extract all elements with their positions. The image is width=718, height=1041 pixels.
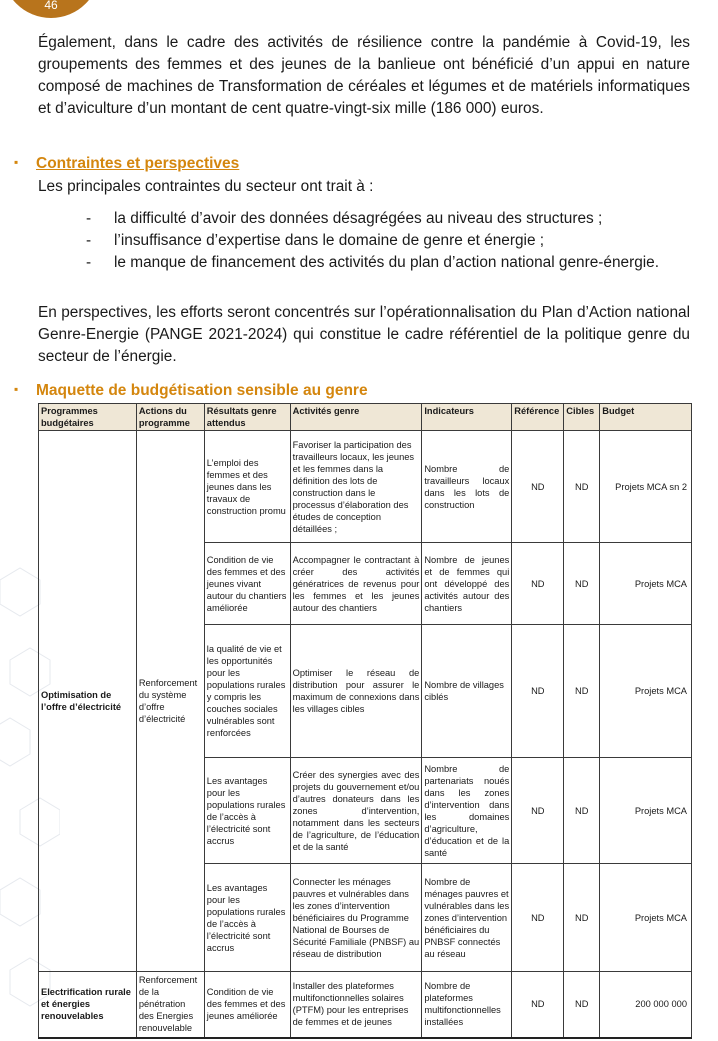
cell-action: Renforcement du système d’offre d’électricité <box>136 431 204 972</box>
list-item <box>86 208 690 230</box>
cell-cibles: ND <box>564 972 600 1038</box>
cell-indicateur: Nombre de partenariats noués dans les zones d’intervention dans les domaines d’agriculture, d’éducation et de la santé <box>422 758 512 864</box>
table-row <box>39 431 692 543</box>
square-bullet-icon: ▪ <box>14 155 19 169</box>
list-item-text: le manque de financement des activités du plan d’action national genre-énergie. <box>114 254 660 271</box>
cell-indicateur: Nombre de plateformes multifonctionnelles installées <box>422 972 512 1038</box>
table-row <box>39 972 692 1038</box>
dash-bullet: - <box>86 254 92 271</box>
cell-activite: Connecter les ménages pauvres et vulnérables dans les zones d’intervention bénéficiaires du Programme National de Bourses de Sécurité Familiale (PNBSF) au réseau de distribution <box>290 864 422 972</box>
header-budget: Budget <box>600 404 692 431</box>
constraints-intro: Les principales contraintes du secteur ont trait à : <box>38 178 374 195</box>
cell-budget: Projets MCA <box>600 543 692 625</box>
list-item <box>86 252 690 274</box>
cell-programme: Electrification rurale et énergies renouvelables <box>39 972 137 1038</box>
cell-reference: ND <box>512 431 564 543</box>
cell-programme: Optimisation de l’offre d’électricité <box>39 431 137 972</box>
section-title-constraints <box>14 155 239 173</box>
cell-cibles: ND <box>564 864 600 972</box>
budget-table <box>38 403 692 1039</box>
cell-activite: Installer des plateformes multifonctionnelles solaires (PTFM) pour les entreprises de femmes et de jeunes <box>290 972 422 1038</box>
cell-cibles: ND <box>564 543 600 625</box>
section-title-text: Maquette de budgétisation sensible au genre <box>36 382 368 399</box>
header-resultats: Résultats genre attendus <box>204 404 290 431</box>
cell-indicateur: Nombre de villages ciblés <box>422 625 512 758</box>
cell-indicateur: Nombre de ménages pauvres et vulnérables dans les zones d’intervention bénéficiaires du PNBSF connectés au réseau <box>422 864 512 972</box>
cell-resultat: L’emploi des femmes et des jeunes dans les travaux de construction promu <box>204 431 290 543</box>
cell-activite: Accompagner le contractant à créer des activités génératrices de revenus pour les femmes et les jeunes autour des chantiers <box>290 543 422 625</box>
cell-activite: Favoriser la participation des travailleurs locaux, les jeunes et les femmes dans la définition des lots de construction dans le processus d’élaboration des études de conception détaillées ; <box>290 431 422 543</box>
dash-bullet: - <box>86 210 92 227</box>
header-actions: Actions du programme <box>136 404 204 431</box>
dash-bullet: - <box>86 232 92 249</box>
page-number: 46 <box>44 0 58 12</box>
cell-indicateur: Nombre de travailleurs locaux dans les lots de construction <box>422 431 512 543</box>
square-bullet-icon: ▪ <box>14 382 19 396</box>
cell-cibles: ND <box>564 758 600 864</box>
cell-activite: Optimiser le réseau de distribution pour assurer le maximum de connexions dans les villages cibles <box>290 625 422 758</box>
cell-budget: Projets MCA <box>600 864 692 972</box>
cell-activite: Créer des synergies avec des projets du gouvernement et/ou d’autres donateurs dans les zones d’intervention, notamment dans les secteurs de l’agriculture, de l’éducation et de la santé <box>290 758 422 864</box>
header-cibles: Cibles <box>564 404 600 431</box>
header-programmes: Programmes budgétaires <box>39 404 137 431</box>
cell-budget: Projets MCA <box>600 625 692 758</box>
cell-budget: Projets MCA <box>600 758 692 864</box>
table-header-row <box>39 404 692 431</box>
cell-reference: ND <box>512 625 564 758</box>
cell-indicateur: Nombre de jeunes et de femmes qui ont développé des activités autour des chantiers <box>422 543 512 625</box>
cell-action: Renforcement de la pénétration des Energies renouvelable <box>136 972 204 1038</box>
constraints-list <box>86 208 690 274</box>
cell-reference: ND <box>512 864 564 972</box>
cell-budget: 200 000 000 <box>600 972 692 1038</box>
list-item <box>86 230 690 252</box>
cell-resultat: Condition de vie des femmes et des jeunes vivant autour du chantiers améliorée <box>204 543 290 625</box>
cell-reference: ND <box>512 543 564 625</box>
paragraph-resilience: Également, dans le cadre des activités de résilience contre la pandémie à Covid-19, les groupements des femmes et des jeunes de la banlieue ont bénéficié d’un appui en nature composé de machines de Transformation de céréales et légumes et de matériels informatiques et d’aviculture d’un montant de cent quatre-vingt-six mille (186 000) euros. <box>38 34 690 117</box>
paragraph-perspectives: En perspectives, les efforts seront concentrés sur l’opérationnalisation du Plan d’Action national Genre-Energie (PANGE 2021-2024) qui constitue le cadre référentiel de la politique genre du secteur de l’énergie. <box>38 304 690 365</box>
cell-cibles: ND <box>564 431 600 543</box>
section-title-text: Contraintes et perspectives <box>36 155 240 172</box>
header-reference: Référence <box>512 404 564 431</box>
cell-cibles: ND <box>564 625 600 758</box>
header-activites: Activités genre <box>290 404 422 431</box>
header-indicateurs: Indicateurs <box>422 404 512 431</box>
cell-resultat: Les avantages pour les populations rurales de l’accès à l’électricité sont accrus <box>204 758 290 864</box>
cell-resultat: Les avantages pour les populations rurales de l’accès à l’électricité sont accrus <box>204 864 290 972</box>
list-item-text: la difficulté d’avoir des données désagrégées au niveau des structures ; <box>114 210 603 227</box>
cell-reference: ND <box>512 758 564 864</box>
cell-budget: Projets MCA sn 2 <box>600 431 692 543</box>
section-title-budget <box>14 382 368 400</box>
page-number-badge <box>2 0 100 18</box>
cell-resultat: Condition de vie des femmes et des jeunes améliorée <box>204 972 290 1038</box>
list-item-text: l’insuffisance d’expertise dans le domaine de genre et énergie ; <box>114 232 545 249</box>
cell-resultat: la qualité de vie et les opportunités pour les populations rurales y compris les couches sociales vulnérables sont renforcées <box>204 625 290 758</box>
cell-reference: ND <box>512 972 564 1038</box>
